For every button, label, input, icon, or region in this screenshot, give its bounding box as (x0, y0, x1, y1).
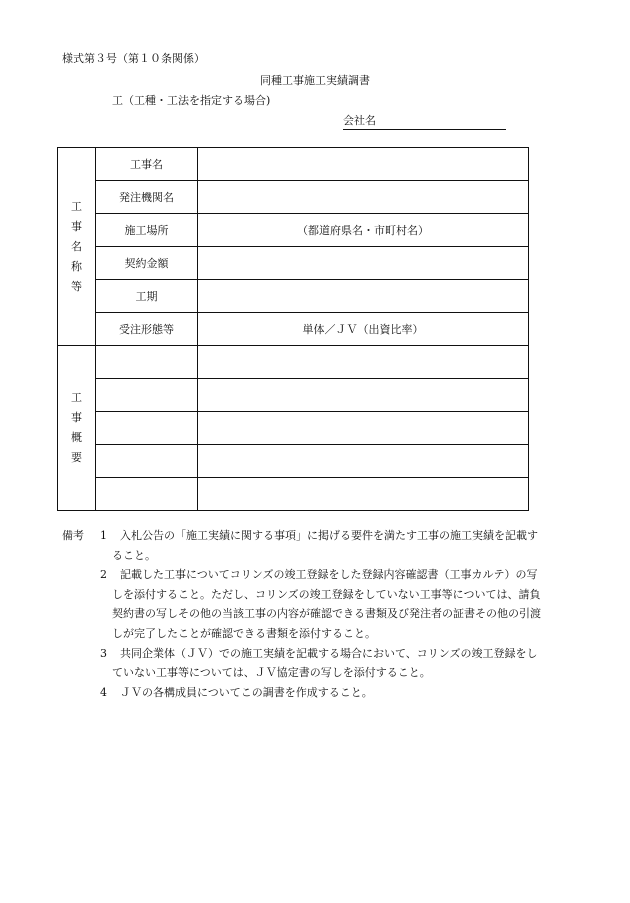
remark-number: 4 (100, 685, 107, 699)
overview-label-cell[interactable] (96, 379, 198, 412)
field-value-construction-period[interactable] (198, 280, 529, 313)
field-label-construction-period: 工期 (96, 280, 198, 313)
overview-label-cell[interactable] (96, 478, 198, 511)
field-value-ordering-agency[interactable] (198, 181, 529, 214)
field-value-construction-site[interactable]: （都道府県名・市町村名） (198, 214, 529, 247)
company-name-field[interactable] (343, 112, 506, 130)
remarks-heading: 備考 (62, 529, 84, 542)
remark-number: 1 (100, 529, 107, 542)
section-label-construction-overview: 工 事 概 要 (58, 346, 96, 511)
remark-number: 2 (100, 568, 107, 582)
overview-label-cell[interactable] (96, 346, 198, 379)
remarks-section (62, 526, 582, 702)
work-type-designation: 工（工種・工法を指定する場合) (112, 94, 271, 107)
field-label-construction-site: 施工場所 (96, 214, 198, 247)
remark-text: 記載した工事についてコリンズの竣工登録をした登録内容確認書（工事カルテ）の写 (120, 568, 538, 582)
field-value-construction-name[interactable] (198, 148, 529, 181)
field-label-construction-name: 工事名 (96, 148, 198, 181)
overview-label-cell[interactable] (96, 445, 198, 478)
field-label-contract-form: 受注形態等 (96, 313, 198, 346)
remark-text: ていない工事等については、ＪＶ協定書の写しを添付すること。 (112, 666, 431, 680)
overview-value-cell[interactable] (198, 445, 529, 478)
remark-item (62, 526, 582, 565)
remark-text: しを添付すること。ただし、コリンズの竣工登録をしていない工事等については、請負 (112, 587, 541, 601)
remark-text: 契約書の写しその他の当該工事の内容が確認できる書類及び発注者の証書その他の引渡 (112, 607, 541, 621)
overview-value-cell[interactable] (198, 478, 529, 511)
remark-item (62, 565, 582, 643)
remark-text: しが完了したことが確認できる書類を添付すること。 (112, 626, 376, 640)
form-number: 様式第３号（第１０条関係） (62, 52, 205, 65)
field-label-ordering-agency: 発注機関名 (96, 181, 198, 214)
overview-value-cell[interactable] (198, 379, 529, 412)
remark-item (62, 644, 582, 683)
remark-text: 共同企業体（ＪＶ）での施工実績を記載する場合において、コリンズの竣工登録をし (120, 646, 538, 660)
remark-text: ＪＶの各構成員についてこの調書を作成すること。 (120, 685, 373, 699)
document-title: 同種工事施工実績調書 (260, 74, 370, 87)
remark-text: 入札公告の「施工実績に関する事項」に掲げる要件を満たす工事の施工実績を記載す (120, 529, 538, 542)
section-label-construction-name: 工 事 名 称 等 (58, 148, 96, 346)
remark-text: ること。 (112, 548, 156, 562)
remark-number: 3 (100, 646, 107, 660)
field-value-contract-amount[interactable] (198, 247, 529, 280)
company-name-label: 会社名 (343, 114, 376, 127)
remark-item (62, 683, 582, 703)
overview-label-cell[interactable] (96, 412, 198, 445)
overview-value-cell[interactable] (198, 346, 529, 379)
field-label-contract-amount: 契約金額 (96, 247, 198, 280)
construction-record-table (57, 147, 529, 511)
overview-value-cell[interactable] (198, 412, 529, 445)
field-value-contract-form[interactable]: 単体／ＪＶ（出資比率） (198, 313, 529, 346)
